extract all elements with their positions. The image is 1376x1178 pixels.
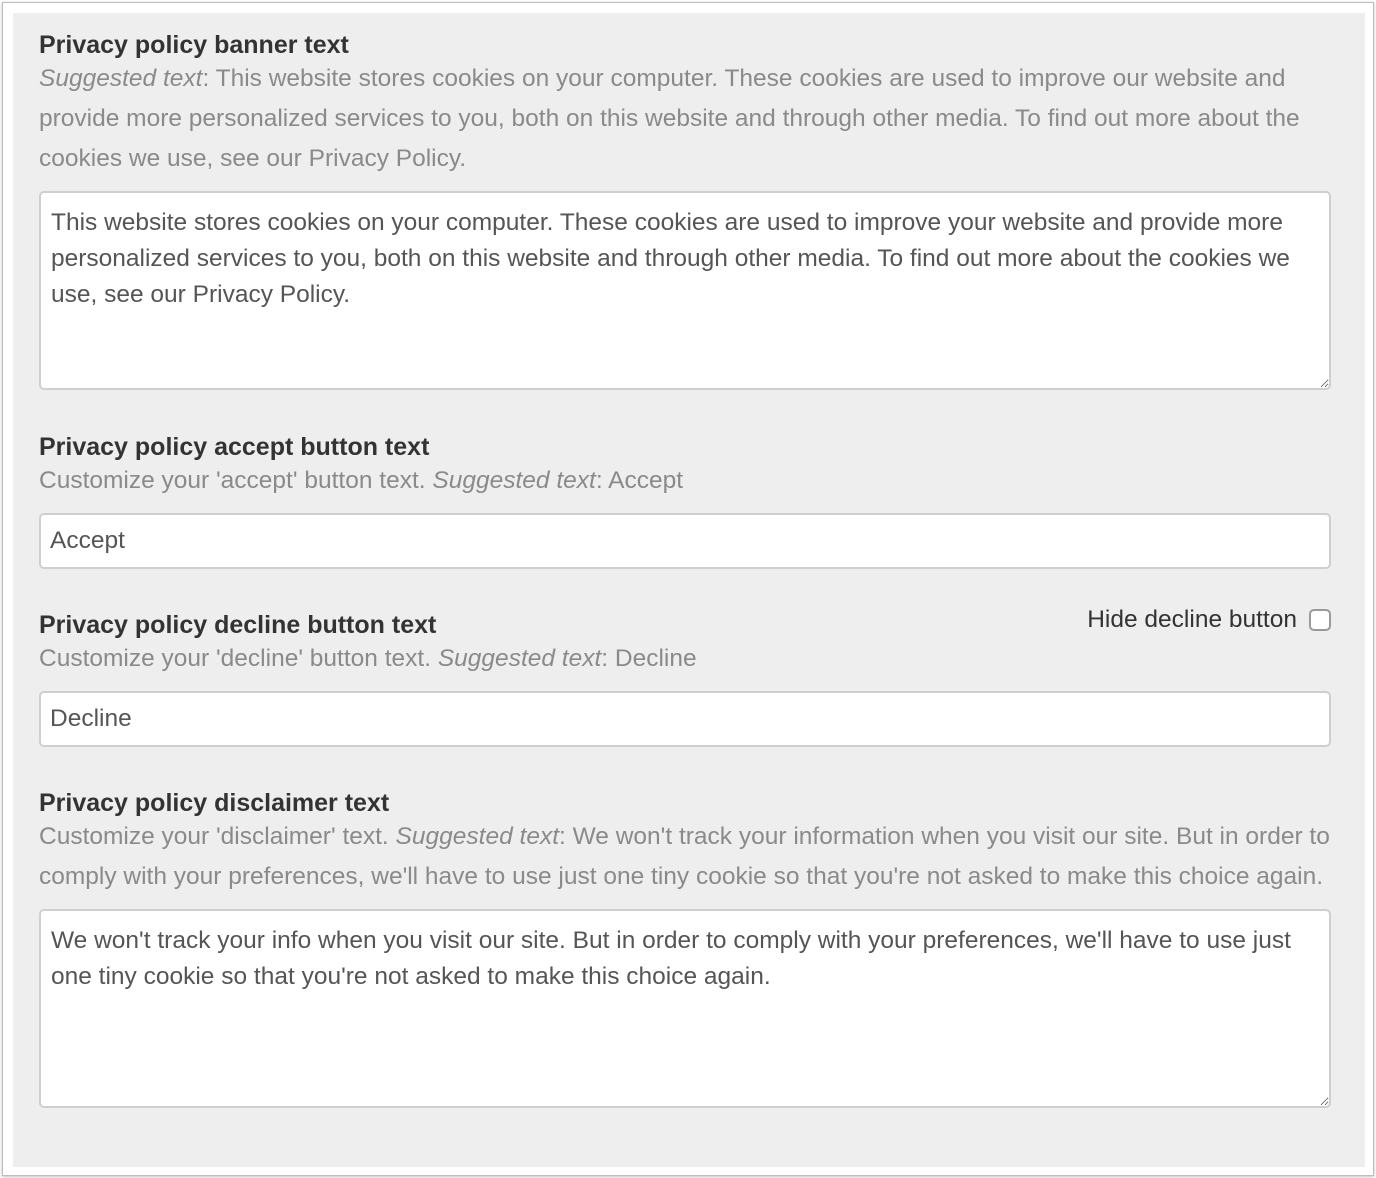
banner-text-textarea[interactable] — [39, 191, 1331, 390]
suggested-text-emphasis: Suggested text — [437, 645, 602, 672]
disclaimer-text-textarea[interactable] — [39, 909, 1331, 1108]
banner-text-label: Privacy policy banner text — [39, 31, 349, 59]
decline-text-label: Privacy policy decline button text — [39, 611, 437, 639]
suggested-text-emphasis: Suggested text — [395, 823, 559, 850]
banner-help-text: : This website stores cookies on your computer. These cookies are used to improve our website and provide more personalized services to you, both on this website and through other media. To find out more about the cookies we use, see our Privacy Policy. — [39, 65, 1300, 172]
hide-decline-toggle[interactable] — [1087, 606, 1331, 634]
suggested-text-emphasis: Suggested text — [432, 467, 596, 494]
window-frame — [2, 2, 1374, 1176]
accept-text-group — [39, 432, 1331, 569]
decline-text-input[interactable] — [39, 691, 1331, 747]
decline-help-pre: Customize your 'decline' button text. — [39, 645, 438, 672]
accept-help-pre: Customize your 'accept' button text. — [39, 467, 433, 494]
banner-text-group — [39, 30, 1331, 390]
disclaimer-text-group — [39, 788, 1331, 1108]
hide-decline-label: Hide decline button — [1087, 606, 1297, 633]
decline-text-help — [39, 639, 1331, 679]
disclaimer-help-post: : We won't track your information when you visit our site. But in order to comply with your preferences, we'll have to use just one tiny cookie so that you're not asked to make this choice again. — [39, 823, 1330, 890]
disclaimer-text-help — [39, 817, 1331, 897]
suggested-text-emphasis: Suggested text — [39, 65, 203, 92]
settings-panel — [13, 13, 1365, 1167]
hide-decline-checkbox[interactable] — [1309, 609, 1331, 631]
decline-text-group — [39, 606, 1331, 747]
disclaimer-help-pre: Customize your 'disclaimer' text. — [39, 823, 396, 850]
accept-text-help — [39, 461, 1331, 501]
banner-text-help — [39, 59, 1331, 179]
disclaimer-text-label: Privacy policy disclaimer text — [39, 789, 390, 817]
decline-help-post: : Decline — [601, 645, 697, 672]
accept-help-post: : Accept — [595, 467, 684, 494]
accept-text-label: Privacy policy accept button text — [39, 433, 430, 461]
accept-text-input[interactable] — [39, 513, 1331, 569]
